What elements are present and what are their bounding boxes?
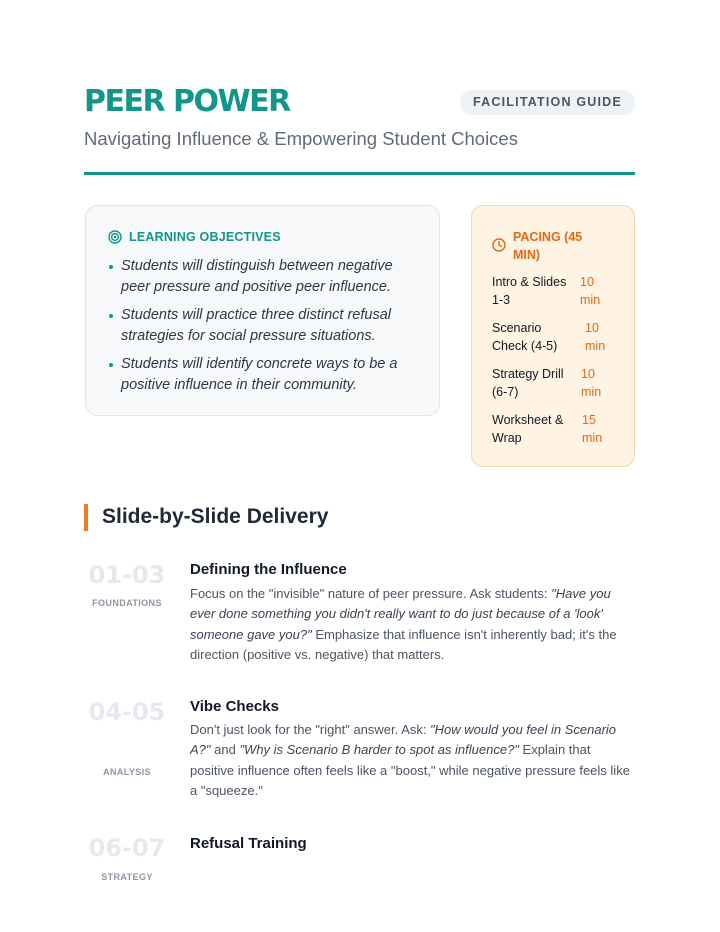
- objective-item: [108, 354, 418, 396]
- pacing-header: [492, 228, 603, 264]
- facilitation-guide-badge: FACILITATION GUIDE: [460, 90, 635, 115]
- objectives-header: [108, 228, 281, 246]
- slide-title: Defining the Influence: [190, 561, 347, 578]
- objective-text: Students will distinguish between negative peer pressure and positive peer influence.: [121, 258, 393, 295]
- prompt-quote: "How would you feel in Scenario A?": [190, 722, 617, 758]
- body-text: Focus on the "invisible" nature of peer pressure. Ask students:: [190, 586, 552, 601]
- section-title: Slide-by-Slide Delivery: [102, 505, 329, 528]
- page-title: PEER POWER: [84, 84, 290, 119]
- objective-item: [108, 256, 418, 298]
- pacing-activity: Strategy Drill (6-7): [492, 367, 564, 399]
- slide-body: [190, 720, 636, 802]
- clock-icon: [492, 238, 506, 252]
- objective-item: [108, 305, 418, 347]
- bullet-icon: [109, 363, 113, 367]
- section-accent-bar: [84, 504, 88, 531]
- target-icon: [108, 230, 122, 244]
- slide-tag: ANALYSIS: [103, 767, 151, 777]
- bullet-icon: [109, 265, 113, 269]
- pacing-minutes: 10 min: [580, 275, 601, 307]
- pacing-activity: Intro & Slides 1-3: [492, 275, 567, 307]
- slide-number: 04-05: [88, 698, 166, 726]
- objective-text: Students will identify concrete ways to be a positive influence in their community.: [121, 356, 398, 393]
- pacing-minutes: 10 min: [585, 321, 606, 353]
- slide-number: 06-07: [88, 834, 166, 862]
- slide-tag: STRATEGY: [101, 872, 153, 882]
- page-subtitle: Navigating Influence & Empowering Student Choices: [84, 128, 518, 149]
- objective-text: Students will practice three distinct refusal strategies for social pressure situations.: [121, 307, 391, 344]
- pacing-card: [471, 205, 635, 467]
- prompt-quote: "Have you ever done something you didn't really want to do just because of a 'look' someone gave you?": [190, 586, 611, 642]
- pacing-minutes: 15 min: [582, 413, 603, 445]
- header-divider: [84, 172, 635, 175]
- pacing-label: PACING (45 MIN): [513, 230, 583, 262]
- body-text: Don't just look for the "right" answer. Ask:: [190, 722, 431, 737]
- slide-body: [190, 584, 636, 666]
- objectives-label: LEARNING OBJECTIVES: [129, 230, 281, 244]
- slide-tag: FOUNDATIONS: [92, 598, 162, 608]
- pacing-activity: Scenario Check (4-5): [492, 321, 558, 353]
- bullet-icon: [109, 314, 113, 318]
- learning-objectives-card: [85, 205, 440, 416]
- body-text: and: [210, 742, 240, 758]
- pacing-activity: Worksheet & Wrap: [492, 413, 564, 445]
- slide-title: Refusal Training: [190, 835, 307, 852]
- slide-number: 01-03: [88, 561, 166, 589]
- body-text: Explain that positive influence often feels like a "boost," while negative pressure feels like a "squeeze.": [190, 742, 630, 799]
- slide-title: Vibe Checks: [190, 698, 279, 715]
- body-text: Emphasize that influence isn't inherently bad; it's the direction (positive vs. negative) that matters.: [190, 626, 617, 663]
- prompt-quote: "Why is Scenario B harder to spot as influence?": [239, 742, 519, 758]
- pacing-minutes: 10 min: [581, 367, 602, 399]
- objectives-list: [108, 256, 418, 403]
